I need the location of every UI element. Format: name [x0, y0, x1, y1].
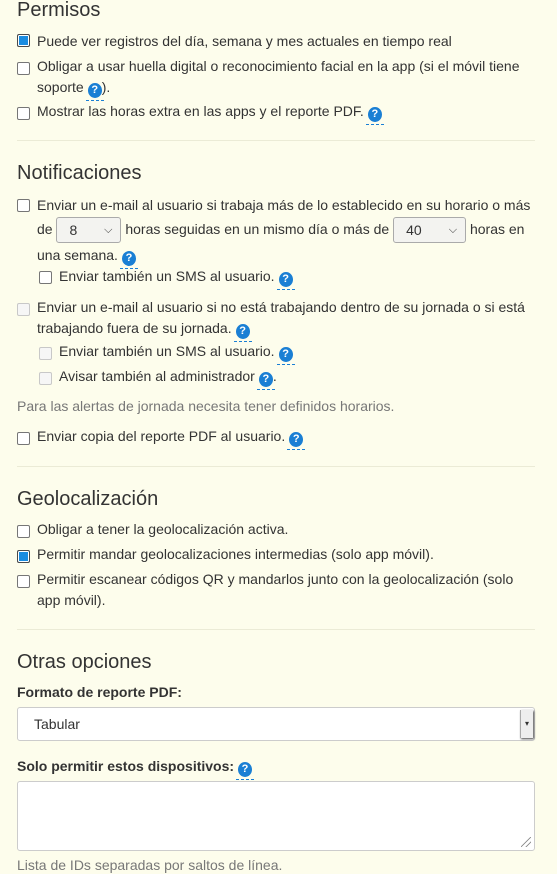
help-icon[interactable]: ?: [279, 347, 293, 362]
hours-week-select[interactable]: 40 ⌵: [393, 217, 466, 243]
help-icon[interactable]: ?: [88, 83, 102, 98]
devices-label: Solo permitir estos dispositivos:: [17, 758, 235, 774]
help-icon[interactable]: ?: [238, 762, 252, 777]
section-title-permisos: Permisos: [17, 0, 101, 21]
geo-intermediate-label: Permitir mandar geolocalizaciones intermedias (solo app móvil).: [37, 546, 434, 562]
notif-pdf-checkbox[interactable]: [17, 432, 30, 445]
notif-schedule-admin-row[interactable]: [39, 366, 535, 387]
section-title-geolocalizacion: Geolocalización: [17, 488, 159, 510]
notif-schedule-admin-label-end: .: [272, 368, 277, 384]
notif-schedule-admin-label: Avisar también al administrador: [59, 368, 255, 384]
help-icon[interactable]: ?: [236, 324, 250, 339]
permiso-biometric-checkbox[interactable]: [17, 62, 30, 75]
permiso-biometric-label: Obligar a usar huella digital o reconocimiento facial en la app (si el móvil tiene soporte: [37, 58, 520, 95]
geo-required-label: Obligar a tener la geolocalización activa.: [37, 521, 289, 537]
geo-qr-checkbox[interactable]: [17, 575, 30, 588]
notif-overtime-row[interactable]: [17, 193, 535, 267]
help-icon[interactable]: ?: [279, 272, 293, 287]
permiso-overtime-row[interactable]: [17, 101, 535, 122]
geo-required-checkbox[interactable]: [17, 525, 30, 538]
geo-intermediate-checkbox[interactable]: [17, 550, 30, 563]
notif-overtime-text-b: horas seguidas en un mismo día o más de: [125, 221, 390, 237]
geo-required-row[interactable]: [17, 519, 535, 540]
permiso-realtime-label: Puede ver registros del día, semana y mes actuales en tiempo real: [37, 33, 452, 49]
notif-schedule-row[interactable]: [17, 297, 535, 339]
notif-schedule-sms-row[interactable]: [39, 341, 535, 362]
notif-overtime-checkbox[interactable]: [17, 199, 30, 212]
notif-schedule-label: Enviar un e-mail al usuario si no está trabajando dentro de su jornada o si está trabajando fuera de su jornada.: [37, 299, 525, 336]
section-title-notificaciones: Notificaciones: [17, 162, 142, 184]
divider: [17, 140, 535, 141]
notif-overtime-sms-row[interactable]: [39, 266, 535, 287]
divider: [17, 629, 535, 630]
permiso-realtime-row[interactable]: [17, 31, 535, 52]
notif-schedule-sms-label: Enviar también un SMS al usuario.: [59, 343, 275, 359]
notif-schedule-admin-checkbox[interactable]: [39, 372, 52, 385]
notif-schedule-checkbox[interactable]: [17, 303, 30, 316]
notif-overtime-text-a: Enviar un e-mail al usuario si trabaja más de lo establecido en su horario o más de: [37, 197, 531, 237]
dropdown-arrow-icon[interactable]: ▾: [520, 710, 533, 738]
devices-help-text: Lista de IDs separadas por saltos de línea.: [17, 857, 283, 873]
permiso-overtime-checkbox[interactable]: [17, 107, 30, 120]
resize-grip-icon[interactable]: [521, 837, 531, 847]
devices-textarea[interactable]: [17, 781, 535, 851]
help-icon[interactable]: ?: [289, 432, 303, 447]
notif-pdf-label: Enviar copia del reporte PDF al usuario.: [37, 428, 286, 444]
section-title-otras-opciones: Otras opciones: [17, 651, 152, 673]
report-format-select[interactable]: [17, 707, 535, 741]
help-icon[interactable]: ?: [259, 372, 273, 387]
permiso-realtime-checkbox[interactable]: [17, 34, 30, 47]
notif-overtime-sms-checkbox[interactable]: [39, 271, 52, 284]
notif-overtime-text-c: horas en una semana.: [37, 221, 525, 264]
devices-label-row: [17, 757, 252, 777]
permiso-biometric-row[interactable]: [17, 56, 535, 98]
schedule-note: Para las alertas de jornada necesita tener definidos horarios.: [17, 398, 395, 414]
notif-pdf-row[interactable]: [17, 426, 535, 447]
permiso-overtime-label: Mostrar las horas extra en las apps y el reporte PDF.: [37, 103, 364, 119]
geo-qr-row[interactable]: [17, 569, 535, 611]
help-icon[interactable]: ?: [122, 251, 136, 266]
divider: [17, 466, 535, 467]
geo-intermediate-row[interactable]: [17, 544, 535, 565]
chevron-down-icon: ⌵: [448, 224, 458, 237]
hours-day-select[interactable]: 8 ⌵: [56, 217, 121, 243]
notif-schedule-sms-checkbox[interactable]: [39, 347, 52, 360]
notif-overtime-sms-label: Enviar también un SMS al usuario.: [59, 268, 275, 284]
geo-qr-label: Permitir escanear códigos QR y mandarlos junto con la geolocalización (solo app móvil).: [37, 571, 514, 608]
help-icon[interactable]: ?: [368, 107, 382, 122]
report-format-label: Formato de reporte PDF:: [17, 684, 182, 700]
report-format-value: Tabular: [34, 716, 80, 732]
permiso-biometric-label-end: ).: [101, 79, 111, 95]
chevron-down-icon: ⌵: [104, 224, 113, 237]
